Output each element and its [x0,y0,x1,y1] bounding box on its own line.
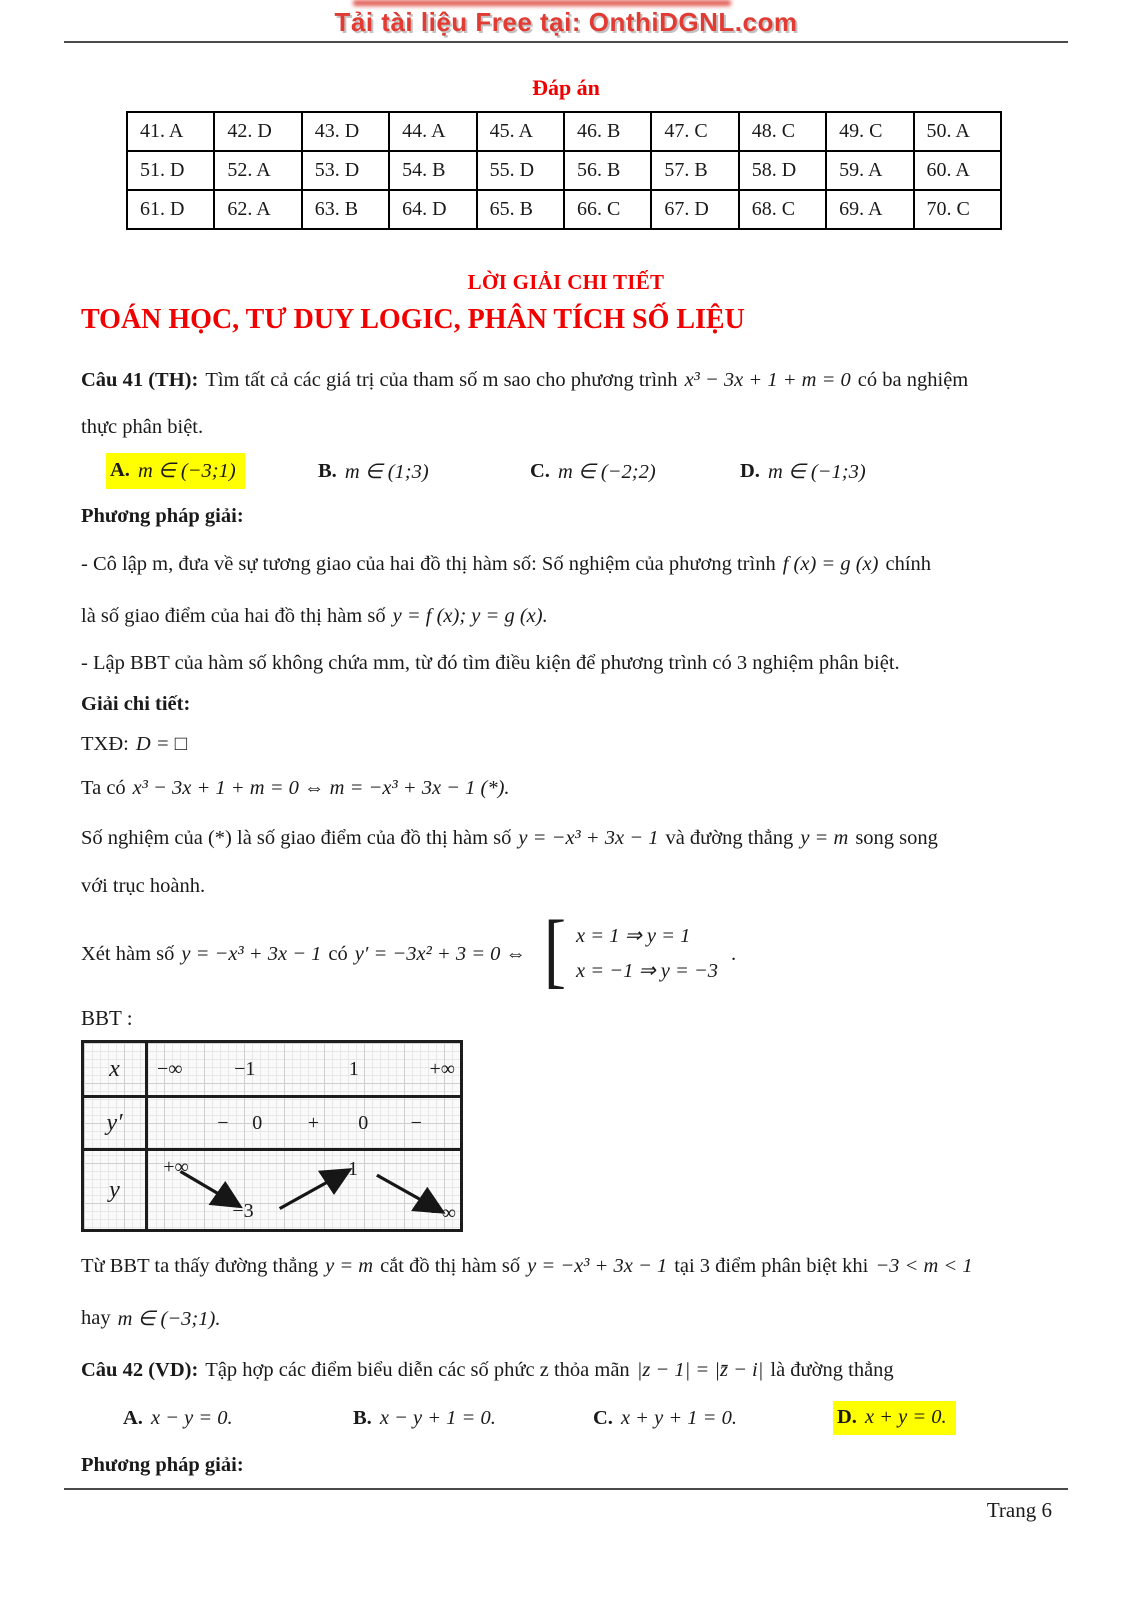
method-text: - Lập BBT của hàm số không chứa mm, từ đó tìm điều kiện để phương trình có 3 nghiệm phân biệt. [81,651,900,674]
option-letter: C. [593,1406,613,1429]
answer-cell: 57. B [651,151,738,190]
count-text-mid: và đường thẳng [665,826,794,849]
q41-stem-line2 [81,406,1068,448]
q42-stem-text-end: là đường thẳng [770,1358,894,1381]
q41-method-line1 [81,538,1068,590]
method-heading-text: Phương pháp giải: [81,1453,244,1476]
answer-cell: 62. A [214,190,301,229]
method-equation: f (x) = g (x) [782,552,879,575]
bbt-y-neg-inf: −∞ [430,1202,456,1224]
bbt-y-label: y [84,1151,148,1229]
answer-cell: 59. A [826,151,913,190]
option-letter: A. [110,459,130,481]
q42-stem-line [81,1344,1068,1396]
option-value: m ∈ (1;3) [344,460,429,483]
domain-label: TXĐ: [81,732,129,755]
consider-text: Xét hàm số [81,942,175,965]
q41-equation-line [81,764,1068,812]
solution-content [64,354,1068,1486]
answer-cell: 65. B [477,190,564,229]
answer-cell: 68. C [739,190,826,229]
count-text: Số nghiệm của (*) là số giao điểm của đồ thị hàm số [81,826,512,849]
option-letter: A. [123,1406,143,1429]
bbt-caption-text: BBT : [81,1005,133,1030]
case-2: x = −1 ⇒ y = −3 [576,960,719,982]
page-number: Trang 6 [986,1498,1052,1522]
bbt-arrows [148,1151,460,1229]
method-text-end: chính [885,552,932,575]
answer-key-title: Đáp án [532,75,600,100]
conclusion-text: Từ BBT ta thấy đường thẳng [81,1254,319,1277]
q42-option-b [353,1407,593,1430]
answer-cell: 41. A [127,112,214,151]
bbt-sign-zero2: 0 [358,1112,369,1134]
bbt-x-plus1: 1 [348,1058,359,1080]
answer-cell: 63. B [302,190,389,229]
method-equation: y = f (x); y = g (x). [392,604,548,627]
bbt-caption [81,1000,1068,1036]
q42-options-row [123,1396,1068,1440]
bbt-x-pos-inf: +∞ [429,1058,455,1080]
q41-option-b [318,459,530,484]
q41-count-line2 [81,864,1068,908]
answer-cell: 43. D [302,112,389,151]
equation-intro: Ta có [81,776,126,799]
solutions-section-title: LỜI GIẢI CHI TIẾT [467,270,665,294]
answer-cell: 55. D [477,151,564,190]
q41-stem-text2: thực phân biệt. [81,415,204,438]
bbt-y-min: −3 [232,1200,254,1222]
bbt-y-values [148,1151,460,1229]
answer-cell: 53. D [302,151,389,190]
consider-derivative: y′ = −3x² + 3 = 0 ⇔ [354,942,527,965]
answer-cell: 45. A [477,112,564,151]
q41-option-c [530,459,740,484]
answer-cell: 48. C [739,112,826,151]
conclusion-interval: m ∈ (−3;1). [117,1307,221,1330]
conclusion-line-eq: y = m [325,1254,374,1277]
answer-cell: 67. D [651,190,738,229]
consider-function: y = −x³ + 3x − 1 [181,942,322,965]
count-equation2: y = m [800,826,849,849]
method-text: là số giao điểm của hai đồ thị hàm số [81,604,386,627]
bbt-sign-zero: 0 [252,1112,263,1134]
answer-cell: 58. D [739,151,826,190]
q41-label: Câu 41 (TH): [81,368,199,391]
method-text: - Cô lập m, đưa về sự tương giao của hai đồ thị hàm số: Số nghiệm của phương trình [81,552,776,575]
q41-answer-highlight [106,453,245,489]
q42-option-c [593,1407,833,1430]
bbt-x-label: x [84,1043,148,1095]
table-row [127,151,1001,190]
q41-method-line3 [81,642,1068,684]
table-row [127,190,1001,229]
cases-block [576,919,718,989]
q42-method-heading [81,1444,1068,1486]
conclusion-text-end: tại 3 điểm phân biệt khi [674,1254,869,1277]
cropped-header-remnant [353,0,731,6]
answer-cell: 46. B [564,112,651,151]
cases-bracket: [ [543,903,567,997]
conclusion-curve-eq: y = −x³ + 3x − 1 [527,1254,668,1277]
option-letter: B. [318,459,337,482]
conclusion-text2: hay [81,1306,111,1329]
bbt-yprime-values [148,1098,460,1148]
count-text2: với trục hoành. [81,874,206,897]
option-letter: B. [353,1406,372,1429]
q41-option-d [740,459,866,484]
option-value: m ∈ (−2;2) [557,460,656,483]
answer-cell: 66. C [564,190,651,229]
answer-cell: 64. D [389,190,476,229]
q41-conclusion-line2 [81,1292,1068,1344]
bbt-y-max: 1 [348,1158,358,1180]
count-text-end: song song [855,826,938,849]
option-letter: D. [837,1406,857,1428]
q41-stem-line1 [81,354,1068,406]
bbt-variation-table [81,1040,463,1232]
count-equation: y = −x³ + 3x − 1 [518,826,659,849]
bbt-x-neg-inf: −∞ [157,1058,183,1080]
answer-cell: 49. C [826,112,913,151]
site-banner: Tải tài liệu Free tại: OnthiDGNL.com [334,7,798,37]
q41-method-heading [81,494,1068,538]
case-1: x = 1 ⇒ y = 1 [576,925,691,947]
bbt-x-row [84,1043,460,1098]
q41-domain-line [81,724,1068,764]
header-rule [64,41,1068,43]
bbt-sign-plus: + [307,1112,319,1134]
option-value: x + y + 1 = 0. [620,1406,738,1429]
bbt-x-minus1: −1 [234,1058,256,1080]
answer-cell: 61. D [127,190,214,229]
option-value: x − y = 0. [150,1406,233,1429]
domain-value: D = □ [135,732,188,755]
answer-table-body [127,112,1001,229]
detail-heading-text: Giải chi tiết: [81,692,191,715]
q41-detail-heading [81,684,1068,724]
method-heading-text: Phương pháp giải: [81,504,244,527]
q41-stem-text: Tìm tất cả các giá trị của tham số m sao cho phương trình [205,368,678,391]
bbt-y-row [84,1151,460,1229]
answer-cell: 56. B [564,151,651,190]
bbt-yprime-label: y′ [84,1098,148,1148]
q42-label: Câu 42 (VD): [81,1358,199,1381]
answer-cell: 47. C [651,112,738,151]
answer-cell: 44. A [389,112,476,151]
answer-cell: 42. D [214,112,301,151]
conclusion-text-mid: cắt đồ thị hàm số [380,1254,521,1277]
table-row [127,112,1001,151]
answer-cell: 70. C [914,190,1001,229]
page-footer [64,1488,1068,1523]
bbt-y-pos-inf: +∞ [163,1156,189,1178]
q41-count-line1 [81,812,1068,864]
q42-option-a [123,1407,353,1430]
q42-stem-text: Tập hợp các điểm biểu diễn các số phức z thỏa mãn [205,1358,630,1381]
answer-cell: 50. A [914,112,1001,151]
q41-consider-line [81,903,1068,1000]
bbt-sign-minus: − [217,1112,229,1134]
conclusion-inequality: −3 < m < 1 [875,1254,973,1277]
q42-answer-highlight [833,1401,956,1435]
consider-text-mid: có [328,942,348,965]
subject-title: TOÁN HỌC, TƯ DUY LOGIC, PHÂN TÍCH SỐ LIỆU [81,304,745,335]
q41-stem-equation: x³ − 3x + 1 + m = 0 [684,368,851,391]
bbt-sign-minus2: − [410,1112,422,1134]
option-value: m ∈ (−3;1) [137,460,236,482]
case-period: . [731,942,737,965]
option-letter: D. [740,459,760,482]
answer-cell: 60. A [914,151,1001,190]
q42-stem-equation: |z − 1| = |z̄ − i| [636,1358,764,1381]
bbt-yprime-row [84,1098,460,1151]
q41-method-line2 [81,590,1068,642]
answer-cell: 69. A [826,190,913,229]
equation-math: x³ − 3x + 1 + m = 0 ⇔ m = −x³ + 3x − 1 (*). [132,776,510,799]
option-value: m ∈ (−1;3) [767,460,866,483]
q41-stem-text-end: có ba nghiệm [857,368,969,391]
bbt-x-values [148,1043,460,1095]
answer-key-table [126,111,1002,230]
answer-cell: 51. D [127,151,214,190]
option-value: x − y + 1 = 0. [379,1406,496,1429]
q41-option-a [106,453,318,489]
q42-option-d [833,1401,956,1435]
q41-options-row [106,448,1068,494]
q41-conclusion-line1 [81,1240,1068,1292]
option-letter: C. [530,459,550,482]
option-value: x + y = 0. [864,1406,947,1428]
answer-cell: 54. B [389,151,476,190]
answer-cell: 52. A [214,151,301,190]
